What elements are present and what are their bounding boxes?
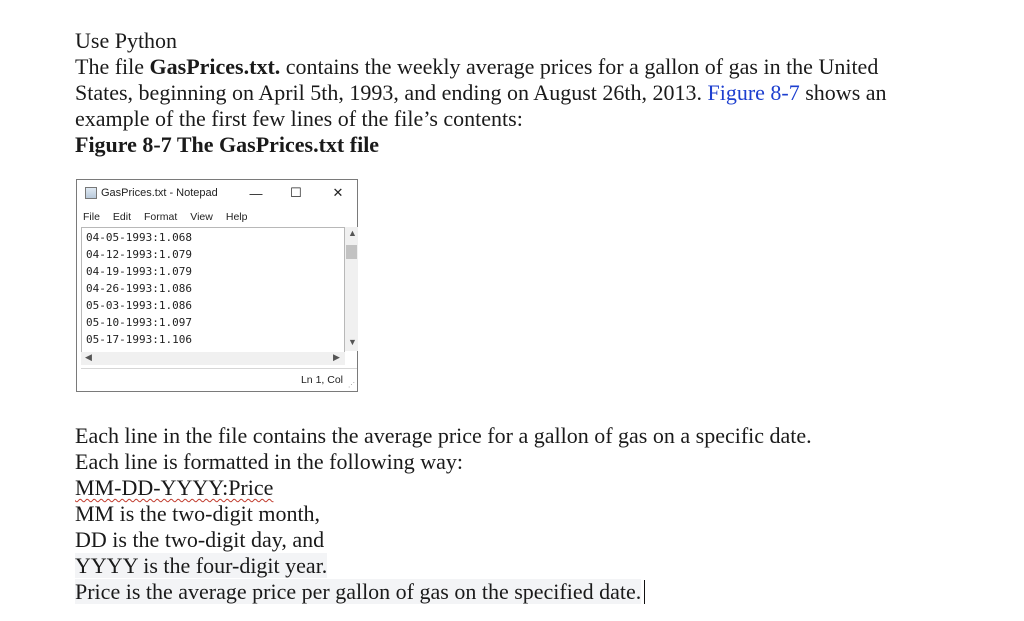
vertical-scrollbar[interactable]	[345, 227, 358, 351]
scroll-down-icon[interactable]: ▼	[348, 337, 357, 347]
file-name: GasPrices.txt.	[149, 54, 281, 79]
menu-view[interactable]: View	[190, 211, 213, 223]
body-line: Each line in the file contains the average price for a gallon of gas on a specific date.	[75, 423, 812, 448]
paragraph-line-2: States, beginning on April 5th, 1993, and ending on August 26th, 2013. Figure 8-7 shows an	[75, 80, 887, 105]
figure-link[interactable]: Figure 8-7	[707, 80, 800, 105]
figure-caption: Figure 8-7 The GasPrices.txt file	[75, 132, 380, 157]
file-line: 05-03-1993:1.086	[86, 299, 192, 312]
body-line: YYYY is the four-digit year.	[75, 553, 328, 578]
format-line	[75, 475, 975, 501]
minimize-button[interactable]: —	[249, 185, 263, 201]
resize-grip-icon[interactable]: ⋰	[348, 382, 355, 389]
horizontal-scrollbar[interactable]	[81, 352, 345, 365]
notepad-text-area[interactable]	[81, 227, 345, 365]
notepad-menubar	[77, 208, 357, 226]
file-line: 04-05-1993:1.068	[86, 231, 192, 244]
document-text	[75, 28, 975, 158]
text-cursor	[644, 580, 645, 604]
menu-help[interactable]: Help	[225, 211, 248, 223]
notepad-icon	[85, 187, 97, 199]
paragraph-line-3: example of the first few lines of the file’s contents:	[75, 106, 523, 131]
notepad-titlebar[interactable]	[77, 180, 357, 206]
file-line: 05-10-1993:1.097	[86, 316, 192, 329]
menu-edit[interactable]: Edit	[112, 211, 132, 223]
cursor-position: Ln 1, Col	[300, 374, 343, 386]
body-line: Each line is formatted in the following way:	[75, 449, 463, 474]
scroll-left-icon[interactable]: ◀	[85, 352, 92, 362]
intro-line: Use Python	[75, 28, 178, 53]
menu-format[interactable]: Format	[144, 211, 178, 223]
document-body	[75, 423, 975, 605]
body-line: MM is the two-digit month,	[75, 501, 321, 526]
notepad-statusbar	[81, 368, 357, 391]
body-line: DD is the two-digit day, and	[75, 527, 325, 552]
menu-file[interactable]: File	[83, 211, 100, 223]
maximize-button[interactable]: ☐	[290, 185, 302, 200]
body-line: Price is the average price per gallon of gas on the specified date.	[75, 579, 975, 605]
scroll-right-icon[interactable]: ▶	[333, 352, 340, 362]
close-button[interactable]: ✕	[332, 185, 344, 200]
file-line: 04-26-1993:1.086	[86, 282, 192, 295]
scroll-up-icon[interactable]: ▲	[348, 228, 357, 238]
scroll-thumb[interactable]	[346, 245, 357, 259]
file-line: 05-17-1993:1.106	[86, 333, 192, 346]
notepad-title: GasPrices.txt - Notepad	[101, 187, 218, 199]
file-line: 04-19-1993:1.079	[86, 265, 192, 278]
format-pattern: MM-DD-YYYY:Price	[75, 475, 274, 500]
file-line: 04-12-1993:1.079	[86, 248, 192, 261]
paragraph-line-1: The file GasPrices.txt. contains the weekly average prices for a gallon of gas in the United	[75, 54, 879, 79]
notepad-window	[76, 179, 358, 392]
